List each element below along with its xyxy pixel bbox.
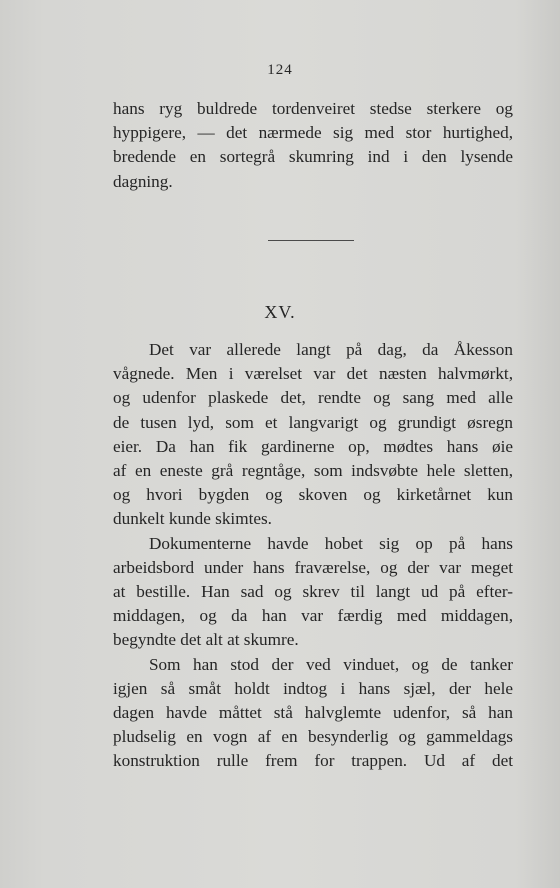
text-line: eier. Da han fik gardinerne op, mødtes hans øie [113, 436, 513, 456]
text-line: dagen havde måttet stå halvglemte udenfor, så han [113, 703, 513, 723]
text-line: at bestille. Han sad og skrev til langt ud på efter- [113, 582, 513, 602]
paragraph [113, 532, 513, 653]
paragraph [113, 338, 513, 532]
text-line: hans ryg buldrede tordenveiret stedse sterkere og [113, 99, 513, 118]
text-line: og udenfor plaskede det, rendte og sang med alle [113, 388, 513, 408]
text-line: igjen så småt holdt indtog i hans sjæl, der hele [113, 678, 513, 698]
top-paragraph [113, 97, 513, 194]
text-line: middagen, og da han var færdig med middagen, [113, 606, 513, 626]
text-line: af en eneste grå regntåge, som indsvøbte hele sletten, [113, 461, 513, 481]
text-line: konstruktion rulle frem for trappen. Ud af det [113, 751, 513, 771]
text-line: begyndte det alt at skumre. [113, 630, 299, 650]
chapter-body [113, 338, 513, 774]
chapter-heading: XV. [264, 302, 296, 322]
section-divider [268, 240, 354, 241]
text-line: arbeidsbord under hans fraværelse, og der var meget [113, 557, 513, 577]
text-line: Som han stod der ved vinduet, og de tanker [149, 654, 513, 674]
text-line: dagning. [113, 171, 173, 191]
text-line: de tusen lyd, som et langvarigt og grundigt øsregn [113, 412, 513, 432]
page-number: 124 [267, 62, 293, 78]
paragraph [113, 653, 513, 774]
text-line: Dokumenterne havde hobet sig op på hans [149, 533, 513, 553]
text-line: og hvori bygden og skoven og kirketårnet kun [113, 485, 513, 505]
text-line: hyppigere, — det nærmede sig med stor hurtighed, [113, 123, 513, 143]
text-line: dunkelt kunde skimtes. [113, 509, 272, 529]
text-line: vågnede. Men i værelset var det næsten halvmørkt, [113, 364, 513, 384]
text-line: bredende en sortegrå skumring ind i den lysende [113, 147, 513, 167]
text-line: Det var allerede langt på dag, da Åkesson [149, 340, 513, 359]
text-line: pludselig en vogn af en besynderlig og gammeldags [113, 727, 513, 747]
